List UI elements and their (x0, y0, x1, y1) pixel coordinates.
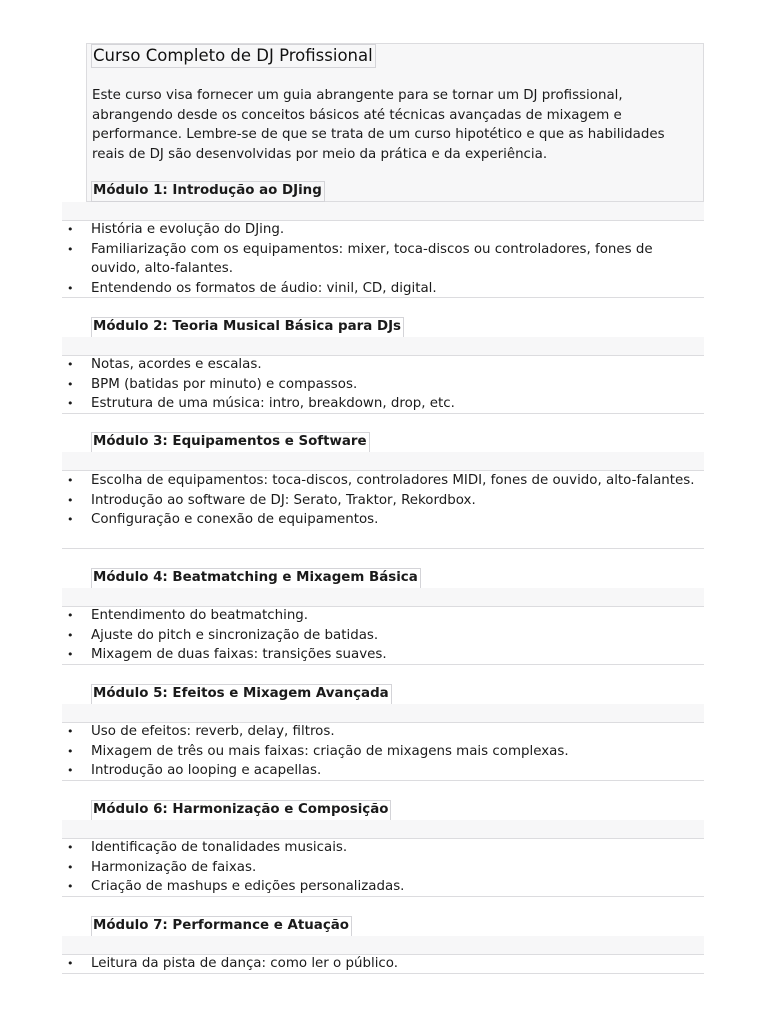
list-item: • Escolha de equipamentos: toca-discos, controladores MIDI, fones de ouvido, alto-falantes. (62, 471, 704, 491)
module-heading: Módulo 2: Teoria Musical Básica para DJs (91, 317, 404, 338)
list-item: • Notas, acordes e escalas. (62, 355, 704, 375)
list-item: • Familiarização com os equipamentos: mixer, toca-discos ou controladores, fones de ouvido, alto-falantes. (62, 240, 704, 279)
module-heading: Módulo 5: Efeitos e Mixagem Avançada (91, 684, 392, 705)
module-item-list (62, 954, 704, 974)
list-item: • Mixagem de duas faixas: transições suaves. (62, 645, 704, 665)
list-item: • Configuração e conexão de equipamentos. (62, 510, 704, 530)
list-item: • Identificação de tonalidades musicais. (62, 838, 704, 858)
list-item: • Uso de efeitos: reverb, delay, filtros. (62, 722, 704, 742)
module-item-list (62, 355, 704, 414)
module-item-list (62, 220, 704, 298)
list-item: • Harmonização de faixas. (62, 858, 704, 878)
module-heading: Módulo 4: Beatmatching e Mixagem Básica (91, 568, 421, 589)
module-item-list (62, 838, 704, 897)
list-item: • Introdução ao software de DJ: Serato, Traktor, Rekordbox. (62, 491, 704, 511)
module-heading: Módulo 1: Introdução ao DJing (91, 181, 325, 202)
module-heading: Módulo 3: Equipamentos e Software (91, 432, 370, 453)
intro-paragraph: Este curso visa fornecer um guia abrangente para se tornar um DJ profissional, abrangendo desde os conceitos básicos até técnicas avançadas de mixagem e performance. Lembre-se de que se trata de um curso hipotético e que as habilidades reais de DJ são desenvolvidas por meio da prática e da experiência. (92, 88, 665, 162)
list-item: • Entendendo os formatos de áudio: vinil, CD, digital. (62, 279, 704, 299)
list-item: • Criação de mashups e edições personalizadas. (62, 877, 704, 897)
module-heading: Módulo 6: Harmonização e Composição (91, 800, 391, 821)
module-item-list (62, 471, 704, 530)
module-heading: Módulo 7: Performance e Atuação (91, 916, 352, 937)
list-item: • Estrutura de uma música: intro, breakdown, drop, etc. (62, 394, 704, 414)
module-item-list (62, 606, 704, 665)
list-item: • Introdução ao looping e acapellas. (62, 761, 704, 781)
list-item: • História e evolução do DJing. (62, 220, 704, 240)
list-item: • Ajuste do pitch e sincronização de batidas. (62, 626, 704, 646)
list-item: • Entendimento do beatmatching. (62, 606, 704, 626)
list-item: • Mixagem de três ou mais faixas: criação de mixagens mais complexas. (62, 742, 704, 762)
list-item: • Leitura da pista de dança: como ler o público. (62, 954, 704, 974)
list-item: • BPM (batidas por minuto) e compassos. (62, 375, 704, 395)
page-title: Curso Completo de DJ Profissional (91, 44, 376, 68)
module-item-list (62, 722, 704, 781)
